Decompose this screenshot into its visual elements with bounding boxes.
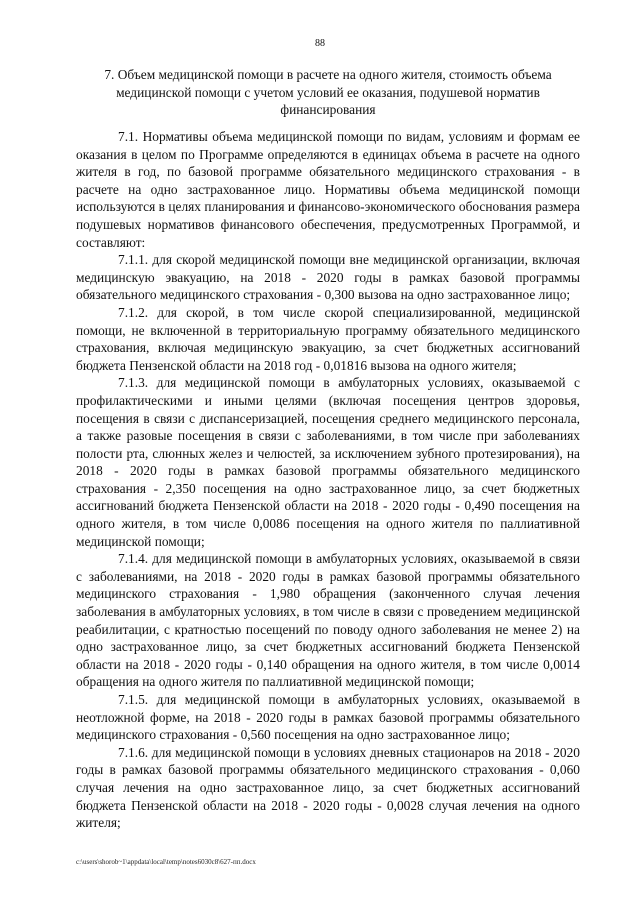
paragraph-7-1: 7.1. Нормативы объема медицинской помощи по видам, условиям и формам ее оказания в целом по Программе определяются в единицах объема в расчете на одного жителя в год, по базовой программе обязательного медицинского страхования - в расчете на одно застрахованное лицо. Нормативы объема медицинской помощи используются в целях планирования и финансово-экономического обоснования размера подушевых нормативов финансового обеспечения, предусмотренных Программой, и составляют: xyxy=(76,129,580,250)
section-heading: 7. Объем медицинской помощи в расчете на одного жителя, стоимость объема медицинской помощи с учетом условий ее оказания, подушевой норматив финансирования xyxy=(104,67,552,117)
paragraph-7-1-2: 7.1.2. для скорой, в том числе скорой специализированной, медицинской помощи, не включенной в территориальную программу обязательного медицинского страхования, включая медицинскую эвакуацию, за счет бюджетных ассигнований бюджета Пензенской области на 2018 год - 0,01816 вызова на одного жителя; xyxy=(76,304,580,373)
paragraph-7-1-4: 7.1.4. для медицинской помощи в амбулаторных условиях, оказываемой в связи с заболеваниями, на 2018 - 2020 годы в рамках базовой программы обязательного медицинского страхования - 1,980 обращения (законченного случая лечения заболевания в амбулаторных условиях, в том числе в связи с проведением медицинской реабилитации, с кратностью посещений по поводу одного заболевания не менее 2) на одно застрахованное лицо, за счет бюджетных ассигнований бюджета Пензенской области на 2018 - 2020 годы - 0,140 обращения на одного жителя, в том числе 0,0014 обращения на одного жителя по паллиативной медицинской помощи; xyxy=(76,551,580,690)
document-body xyxy=(76,128,580,832)
paragraph-7-1-6: 7.1.6. для медицинской помощи в условиях дневных стационаров на 2018 - 2020 годы в рамках базовой программы обязательного медицинского страхования - 0,060 случая лечения на одно застрахованное лицо, за счет бюджетных ассигнований бюджета Пензенской области на 2018 - 2020 годы - 0,0028 случая лечения на одного жителя; xyxy=(76,744,580,831)
paragraph-7-1-3: 7.1.3. для медицинской помощи в амбулаторных условиях, оказываемой с профилактическими и иными целями (включая посещения центров здоровья, посещения в связи с диспансеризацией, посещения среднего медицинского персонала, а также разовые посещения в связи с заболеваниями, в том числе при заболеваниях полости рта, слюнных желез и челюстей, за исключением зубного протезирования), на 2018 - 2020 годы в рамках базовой программы обязательного медицинского страхования - 2,350 посещения на одно застрахованное лицо, за счет бюджетных ассигнований бюджета Пензенской области на 2018 - 2020 годы - 0,490 посещения на одного жителя, в том числе 0,0086 посещения на одного жителя по паллиативной медицинской помощи; xyxy=(76,375,580,549)
page-number: 88 xyxy=(315,38,325,49)
file-path-footer: c:\users\shorob~1\appdata\local\temp\notes6030c8\627-пп.docx xyxy=(76,858,256,866)
paragraph-7-1-5: 7.1.5. для медицинской помощи в амбулаторных условиях, оказываемой в неотложной форме, на 2018 - 2020 годы в рамках базовой программы обязательного медицинского страхования - 0,560 посещения на одно застрахованное лицо; xyxy=(76,692,580,743)
paragraph-7-1-1: 7.1.1. для скорой медицинской помощи вне медицинской организации, включая медицинскую эвакуацию, на 2018 - 2020 годы в рамках базовой программы обязательного медицинского страхования - 0,300 вызова на одно застрахованное лицо; xyxy=(76,252,580,303)
